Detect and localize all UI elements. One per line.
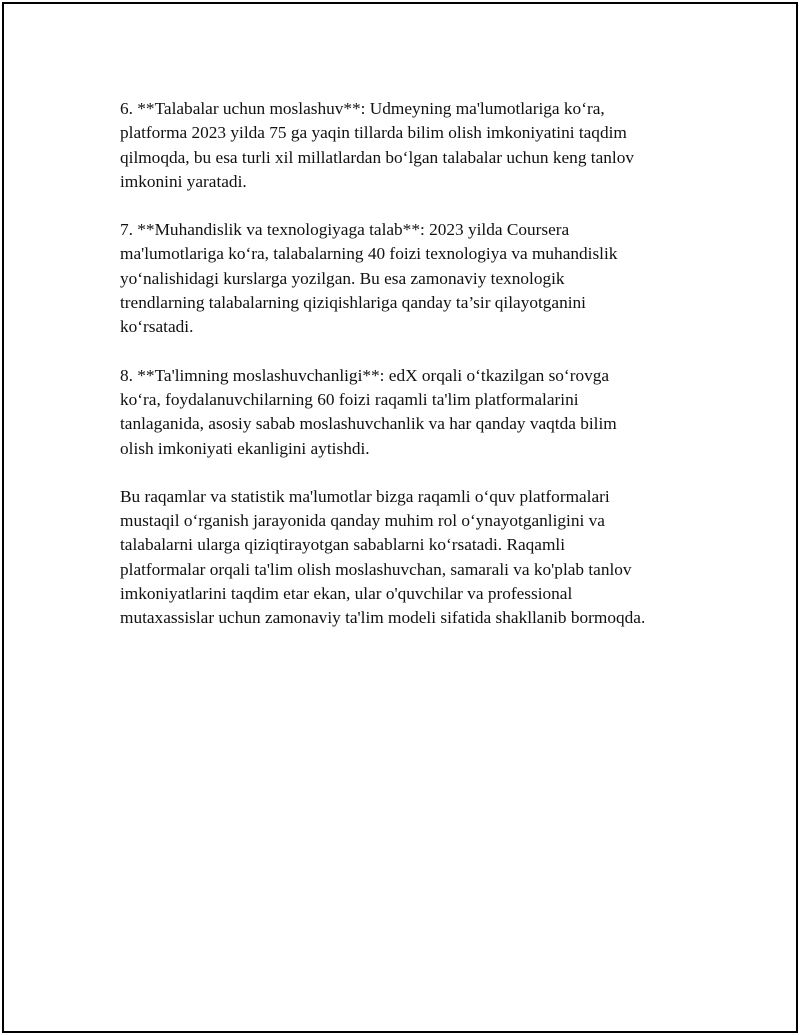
text-line: mutaxassislar uchun zamonaviy ta'lim modeli sifatida shakllanib bormoqda. [120,608,646,628]
paragraph-item-6 [120,97,700,194]
text-line: yo‘nalishidagi kurslarga yozilgan. Bu esa zamonaviy texnologik [120,268,565,288]
paragraph-item-7 [120,218,700,339]
text-line: talabalarni ularga qiziqtirayotgan sabablarni ko‘rsatadi. Raqamli [120,535,565,555]
text-line: imkoniyatlarini taqdim etar ekan, ular o'quvchilar va professional [120,584,573,604]
text-line: Bu raqamlar va statistik ma'lumotlar bizga raqamli o‘quv platformalari [120,486,610,506]
text-line: 6. **Talabalar uchun moslashuv**: Udmeyning ma'lumotlariga ko‘ra, [120,99,605,118]
text-line: 7. **Muhandislik va texnologiyaga talab**: 2023 yilda Coursera [120,220,570,240]
text-line: ko‘rsatadi. [120,317,194,337]
text-line: tanlaganida, asosiy sabab moslashuvchanlik va har qanday vaqtda bilim [120,414,617,434]
text-line: platformalar orqali ta'lim olish moslashuvchan, samarali va ko'plab tanlov [120,559,632,579]
text-line: ma'lumotlariga ko‘ra, talabalarning 40 foizi texnologiya va muhandislik [120,244,618,264]
page-frame [2,2,798,1033]
text-line: mustaqil o‘rganish jarayonida qanday muhim rol o‘ynayotganligini va [120,511,605,531]
text-line: platforma 2023 yilda 75 ga yaqin tillarda bilim olish imkoniyatini taqdim [120,123,627,143]
text-line: qilmoqda, bu esa turli xil millatlardan bo‘lgan talabalar uchun keng tanlov [120,147,634,167]
text-line: 8. **Ta'limning moslashuvchanligi**: edX orqali o‘tkazilgan so‘rovga [120,365,610,385]
text-line: olish imkoniyati ekanligini aytishdi. [120,438,370,458]
document-body [120,97,700,655]
text-line: ko‘ra, foydalanuvchilarning 60 foizi raqamli ta'lim platformalarini [120,389,579,409]
text-line: trendlarning talabalarning qiziqishlariga qanday ta’sir qilayotganini [120,293,586,313]
paragraph-item-8 [120,364,700,461]
paragraph-conclusion [120,485,700,631]
text-line: imkonini yaratadi. [120,171,247,191]
